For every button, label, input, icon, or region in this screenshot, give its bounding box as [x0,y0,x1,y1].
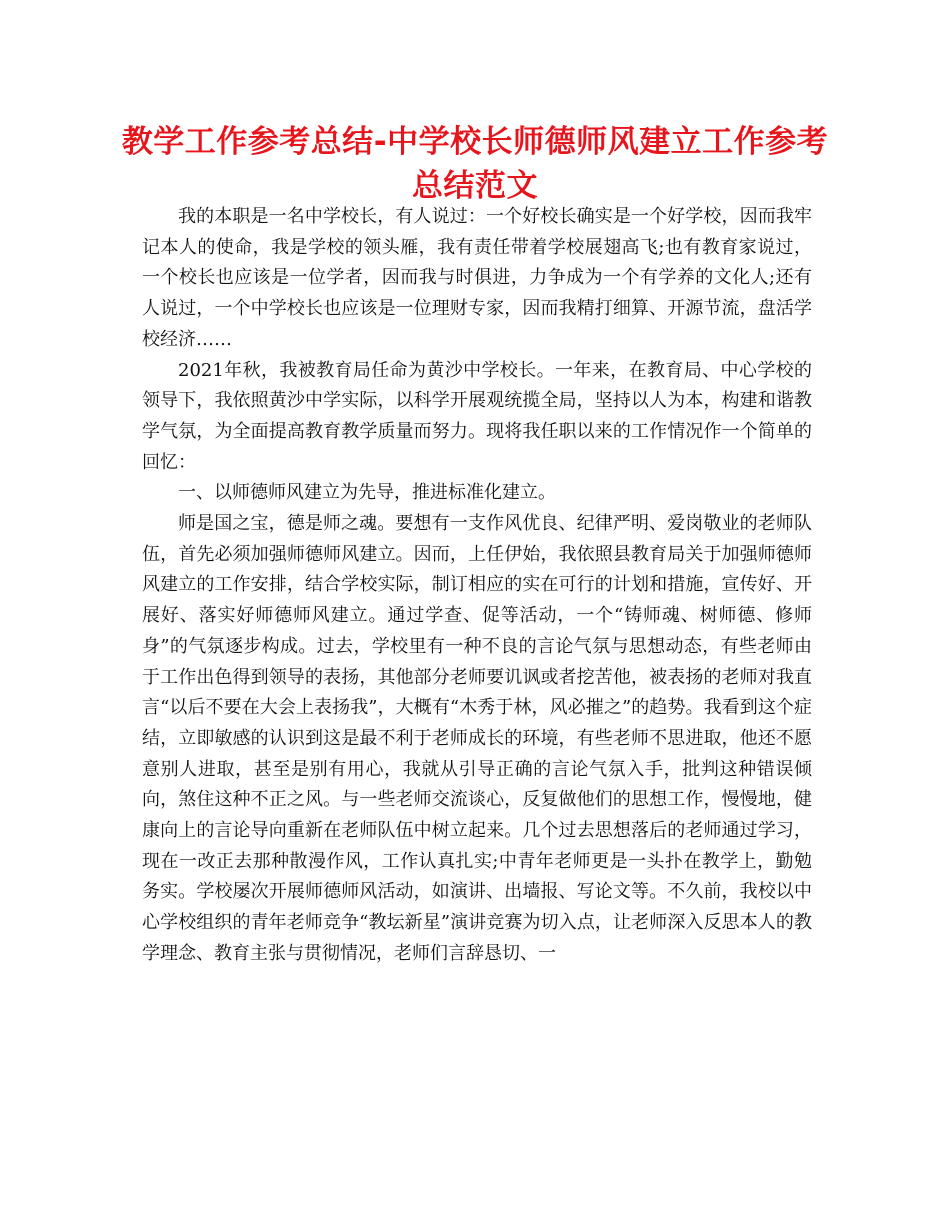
document-body [142,202,812,970]
section-heading-1: 一、以师德师风建立为先导，推进标准化建立。 [178,482,556,504]
paragraph-appointment: 2021年秋，我被教育局任命为黄沙中学校长。一年来，在教育局、中心学校的领导下，我依照黄沙中学实际，以科学开展观统揽全局，坚持以人为本，构建和谐教学气氛，为全面提高教育教学质量而努力。现将我任职以来的工作情况作一个简单的回忆： [142,359,812,473]
paragraph-teacher-ethics: 师是国之宝，德是师之魂。要想有一支作风优良、纪律严明、爱岗敬业的老师队伍，首先必须加强师德师风建立。因而，上任伊始，我依照县教育局关于加强师德师风建立的工作安排，结合学校实际，制订相应的实在可行的计划和措施，宣传好、开展好、落实好师德师风建立。通过学查、促等活动，一个“铸师魂、树师德、修师身”的气氛逐步构成。过去，学校里有一种不良的言论气氛与思想动态，有些老师由于工作出色得到领导的表扬，其他部分老师要讥讽或者挖苦他，被表扬的老师对我直言“以后不要在大会上表扬我”，大概有“木秀于林，风必摧之”的趋势。我看到这个症结，立即敏感的认识到这是最不利于老师成长的环境，有些老师不思进取，他还不愿意别人进取，甚至是别有用心，我就从引导正确的言论气氛入手，批判这种错误倾向，煞住这种不正之风。与一些老师交流谈心，反复做他们的思想工作，慢慢地，健康向上的言论导向重新在老师队伍中树立起来。几个过去思想落后的老师通过学习，现在一改正去那种散漫作风，工作认真扎实;中青年老师更是一头扑在教学上，勤勉务实。学校屡次开展师德师风活动，如演讲、出墙报、写论文等。不久前，我校以中心学校组织的青年老师竞争“教坛新星”演讲竞赛为切入点，让老师深入反思本人的教学理念、教育主张与贯彻情况，老师们言辞恳切、一 [142,513,812,964]
document-title: 教学工作参考总结-中学校长师德师风建立工作参考总结范文 [121,124,829,204]
paragraph-intro: 我的本职是一名中学校长，有人说过：一个好校长确实是一个好学校，因而我牢记本人的使命，我是学校的领头雁，我有责任带着学校展翅高飞;也有教育家说过，一个校长也应该是一位学者，因而我与时俱进，力争成为一个有学养的文化人;还有人说过，一个中学校长也应该是一位理财专家，因而我精打细算、开源节流，盘活学校经济…… [142,206,812,350]
